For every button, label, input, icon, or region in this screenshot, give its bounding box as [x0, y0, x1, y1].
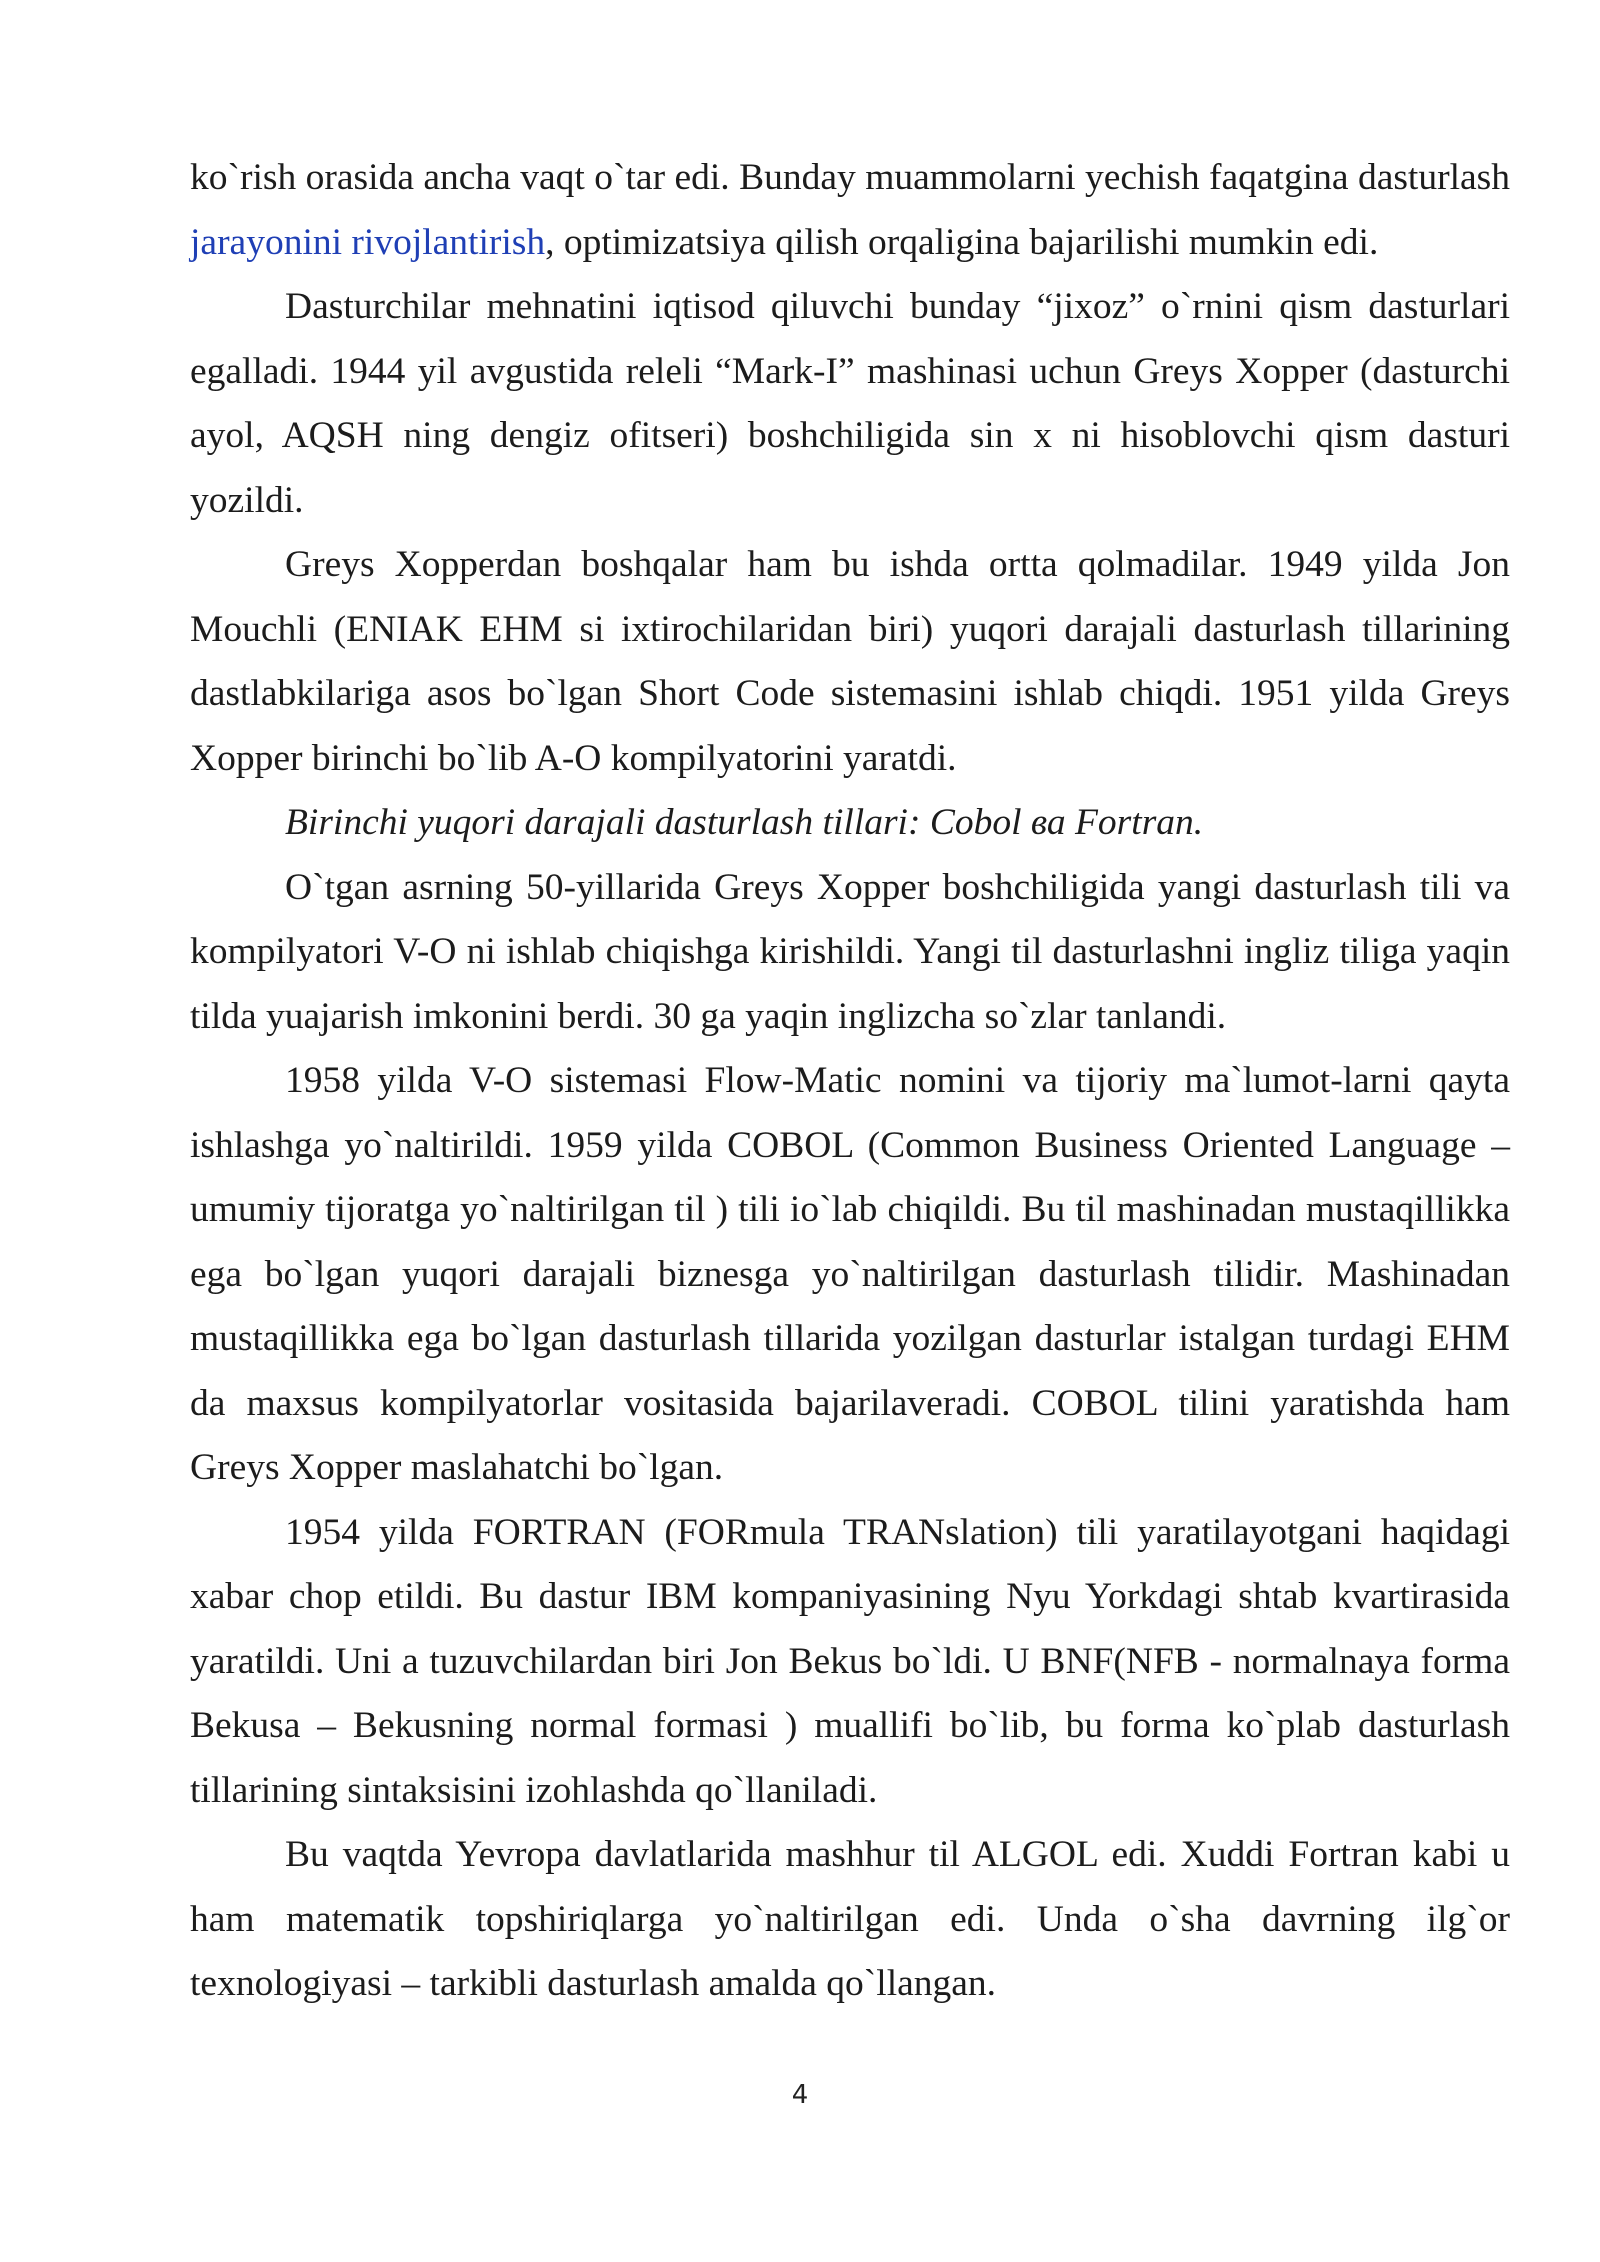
page-number: 4	[791, 2080, 809, 2110]
paragraph-1-text-start: ko`rish orasida ancha vaqt o`tar edi. Bunday muammolarni yechish faqatgina dasturlash	[190, 157, 1510, 198]
paragraph-5: O`tgan asrning 50-yillarida Greys Xopper boshchiligida yangi dasturlash tili va kompilyatori V-O ni ishlab chiqishga kirishildi. Yangi til dasturlashni ingliz tiliga yaqin tilda yuajarish imkonini berdi. 30 ga yaqin inglizcha so`zlar tanlandi.	[190, 866, 1510, 1037]
paragraph-7: 1954 yilda FORTRAN (FORmula TRANslation) tili yaratilayotgani haqidagi xabar chop etildi. Bu dastur IBM kompaniyasining Nyu Yorkdagi shtab kvartirasida yaratildi. Uni a tuzuvchilardan biri Jon Bekus bo`ldi. U BNF(NFB - normalnaya forma Bekusa – Bekusning normal formasi ) muallifi bo`lib, bu forma ko`plab dasturlash tillarining sintaksisini izohlashda qo`llaniladi.	[190, 1511, 1510, 1811]
paragraph-3: Greys Xopperdan boshqalar ham bu ishda ortta qolmadilar. 1949 yilda Jon Mouchli (ENIAK EHM si ixtirochilaridan biri) yuqori darajali dasturlash tillarining dastlabkilariga asos bo`lgan Short Code sistemasini ishlab chiqdi. 1951 yilda Greys Xopper birinchi bo`lib A-O kompilyatorini yaratdi.	[190, 544, 1510, 779]
paragraph-2: Dasturchilar mehnatini iqtisod qiluvchi bunday “jixoz” o`rnini qism dasturlari egalladi. 1944 yil avgustida releli “Mark-I” mashinasi uchun Greys Xopper (dasturchi ayol, AQSH ning dengiz ofitseri) boshchiligida sin x ni hisoblovchi qism dasturi yozildi.	[190, 286, 1510, 521]
section-heading-italic: Birinchi yuqori darajali dasturlash tillari: Cobol ва Fortran.	[285, 802, 1204, 843]
paragraph-1-text-end: , optimizatsiya qilish orqaligina bajarilishi mumkin edi.	[545, 221, 1379, 263]
paragraph-8: Bu vaqtda Yevropa davlatlarida mashhur til ALGOL edi. Xuddi Fortran kabi u ham matematik topshiriqlarga yo`naltirilgan edi. Unda o`sha davrning ilg`or texnologiyasi – tarkibli dasturlash amalda qo`llangan.	[190, 1834, 1510, 2004]
paragraph-1	[190, 146, 1510, 275]
link-jarayonini-rivojlantirish[interactable]: jarayonini rivojlantirish	[190, 221, 546, 263]
page-body	[190, 146, 1510, 2017]
paragraph-6: 1958 yilda V-O sistemasi Flow-Matic nomini va tijoriy ma`lumot-larni qayta ishlashga yo`naltirildi. 1959 yilda COBOL (Common Business Oriented Language – umumiy tijoratga yo`naltirilgan til ) tili io`lab chiqildi. Bu til mashinadan mustaqillikka ega bo`lgan yuqori darajali biznesga yo`naltirilgan dasturlash tilidir. Mashinadan mustaqillikka ega bo`lgan dasturlash tillarida yozilgan dasturlar istalgan turdagi EHM da maxsus kompilyatorlar vositasida bajarilaveradi. COBOL tilini yaratishda ham Greys Xopper maslahatchi bo`lgan.	[190, 1060, 1510, 1488]
